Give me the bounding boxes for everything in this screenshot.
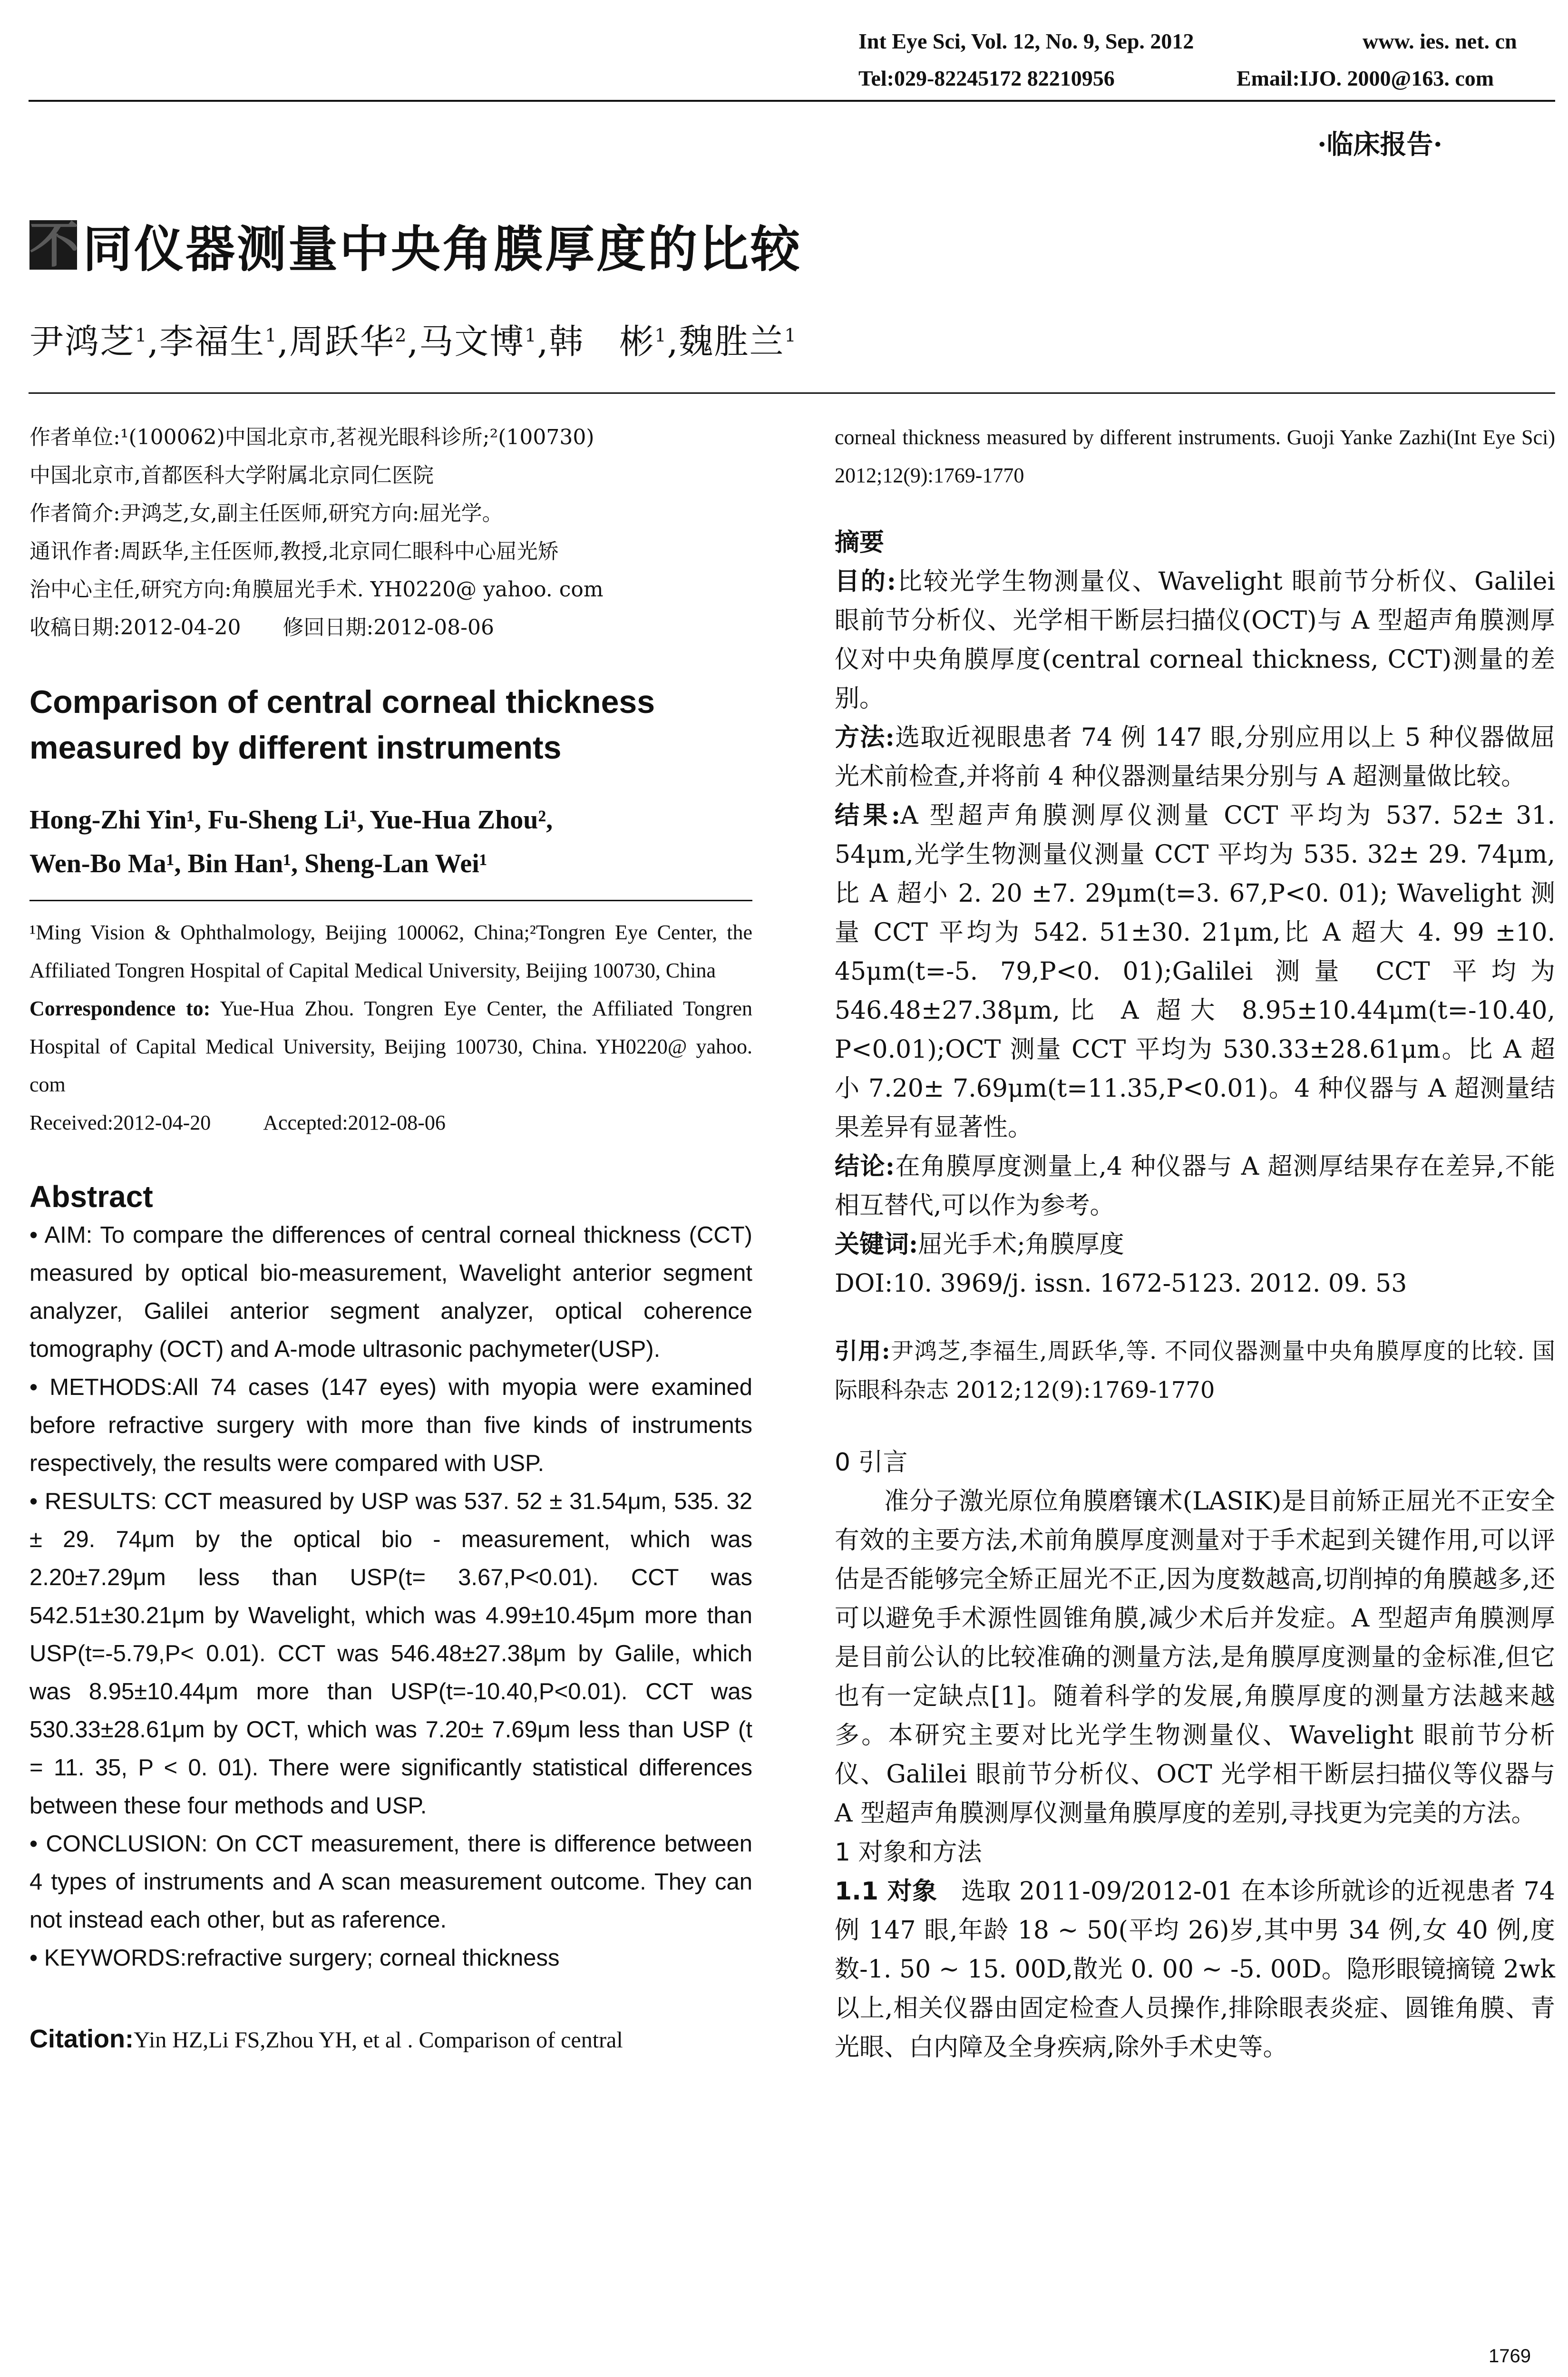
english-authors — [29, 798, 752, 886]
section-introduction-heading: 0 引言 — [835, 1448, 908, 1477]
info-line: 作者单位:¹(100062)中国北京市,茗视光眼科诊所;²(100730) — [29, 425, 594, 449]
info-line: 治中心主任,研究方向:角膜屈光手术. YH0220@ yahoo. com — [29, 577, 604, 602]
left-column — [29, 419, 752, 2059]
aim-text: 比较光学生物测量仪、Wavelight 眼前节分析仪、Galilei 眼前节分析仪、光学相干断层扫描仪(OCT)与 A 型超声角膜测厚仪对中央角膜厚度(central corneal thickness, CCT)测量的差别。 — [835, 567, 1555, 713]
journal-tel: Tel:029-82245172 82210956 — [858, 66, 1115, 90]
author-info — [29, 419, 752, 647]
abstract-cn-methods — [835, 718, 1555, 796]
chinese-citation-label: 引用: — [835, 1338, 890, 1364]
abstract-body — [29, 1216, 752, 1977]
methods-text: 选取近视眼患者 74 例 147 眼,分别应用以上 5 种仪器做屈光术前检查,并将前 4 种仪器测量结果分别与 A 超测量做比较。 — [835, 723, 1555, 791]
author-affiliation-mark: 1 — [784, 325, 797, 346]
author-affiliation-mark: 1 — [135, 325, 148, 346]
chinese-abstract — [835, 523, 1555, 1303]
citation-label: Citation: — [29, 2025, 134, 2053]
author-separator: , — [277, 321, 290, 361]
author-name: 韩 彬 — [549, 321, 655, 361]
author-separator: , — [537, 321, 549, 361]
abstract-aim: • AIM: To compare the differences of central corneal thickness (CCT) measured by optical bio-measurement, Wavelight anterior segment analyzer, Galilei anterior segment analyzer, optical coherence tomography (OCT) and A-mode ultrasonic pachymeter(USP). — [29, 1222, 752, 1362]
page-number: 1769 — [1489, 2346, 1531, 2367]
author-affiliation-mark: 1 — [265, 325, 278, 346]
subjects-text: 选取 2011-09/2012-01 在本诊所就诊的近视患者 74 例 147 眼,年龄 18 ~ 50(平均 26)岁,其中男 34 例,女 40 例,度数-1. 50 ~ 15. 00D,散光 0. 00 ~ -5. 00D。隐形眼镜摘镜 2wk 以上,相关仪器由固定检查人员操作,排除眼表炎症、圆锥角膜、青光眼、白内障及全身疾病,除外手术史等。 — [835, 1877, 1555, 2062]
author-affiliation-mark: 1 — [654, 325, 667, 346]
subjects-paragraph — [835, 1872, 1555, 2067]
chinese-citation-text: 尹鸿芝,李福生,周跃华,等. 不同仪器测量中央角膜厚度的比较. 国际眼科杂志 2012;12(9):1769-1770 — [835, 1338, 1555, 1403]
info-line: 通讯作者:周跃华,主任医师,教授,北京同仁眼科中心屈光矫 — [29, 539, 559, 564]
correspondence-label: Correspondence to: — [29, 997, 211, 1020]
results-text: A 型超声角膜测厚仪测量 CCT 平均为 537. 52± 31. 54μm,光学生物测量仪测量 CCT 平均为 535. 32± 29. 74μm,比 A 超小 2. 20 ±7. 29μm(t=3. 67,P<0. 01); Wavelight 测量 CCT 平均为 542. 51±30. 21μm,比 A 超大 4. 99 ±10. 45μm(t=-5. 79,P<0. 01);Galilei 测量 CCT 平均为 546.48±27.38μm,比 A 超大 8.95±10.44μm(t=-10.40, P<0.01);OCT 测量 CCT 平均为 530.33±28.61μm。比 A 超小 7.20± 7.69μm(t=11.35,P<0.01)。4 种仪器与 A 超测量结果差异有显著性。 — [835, 801, 1555, 1142]
info-line: 作者简介:尹鸿芝,女,副主任医师,研究方向:屈光学。 — [29, 501, 503, 526]
author-separator: , — [147, 321, 160, 361]
author-name: 尹鸿芝 — [29, 321, 136, 361]
results-label: 结果: — [835, 801, 901, 830]
accepted-date: Accepted:2012-08-06 — [263, 1111, 446, 1134]
article-title — [29, 209, 802, 281]
info-line: 收稿日期:2012-04-20 修回日期:2012-08-06 — [29, 615, 495, 640]
title-dropcap: 不 — [29, 215, 81, 274]
english-title-line: measured by different instruments — [29, 730, 562, 766]
doi: DOI:10. 3969/j. issn. 1672-5123. 2012. 09. 53 — [835, 1269, 1407, 1298]
abstract-cn-heading: 摘要 — [835, 528, 885, 557]
right-column — [835, 419, 1555, 2067]
abstract-results: • RESULTS: CCT measured by USP was 537. 52 ± 31.54μm, 535. 32 ± 29. 74μm by the optical bio - measurement, which was 2.20±7.29μm less than USP(t= 3.67,P<0.01). CCT was 542.51±30.21μm by Wavelight, which was 4.99±10.45μm more than USP(t=-5.79,P< 0.01). CCT was 546.48±27.38μm by Galile, which was 8.95±10.44μm more than USP(t=-10.40,P<0.01). CCT was 530.33±28.61μm by OCT, which was 7.20± 7.69μm less than USP (t = 11. 35, P < 0. 01). There were significantly statistical differences between these four methods and USP. — [29, 1489, 752, 1819]
abstract-cn-aim — [835, 562, 1555, 718]
author-name: 马文博 — [419, 321, 525, 361]
dates — [29, 1104, 752, 1142]
header-rule — [29, 100, 1555, 102]
english-title — [29, 679, 752, 770]
author-separator: , — [407, 321, 419, 361]
citation-text: Yin HZ,Li FS,Zhou YH, et al . Comparison of central — [133, 2027, 623, 2053]
section-tag: ·临床报告· — [1317, 129, 1442, 160]
author-name: 周跃华 — [289, 321, 395, 361]
chinese-citation — [835, 1332, 1555, 1410]
subjects-label: 1.1 对象 — [835, 1877, 937, 1906]
author-separator: , — [667, 321, 679, 361]
conclusion-label: 结论: — [835, 1152, 895, 1181]
keywords-label: 关键词: — [835, 1230, 918, 1259]
title-rule — [29, 392, 1555, 394]
abstract-heading: Abstract — [29, 1179, 153, 1214]
english-title-line: Comparison of central corneal thickness — [29, 684, 655, 720]
citation-continued: corneal thickness measured by different instruments. Guoji Yanke Zazhi(Int Eye Sci) 2012;12(9):1769-1770 — [835, 426, 1555, 487]
info-line: 中国北京市,首都医科大学附属北京同仁医院 — [29, 463, 434, 487]
journal-email: Email:IJO. 2000@163. com — [1237, 66, 1494, 90]
correspondence-text: Yue-Hua Zhou. Tongren Eye Center, the Affiliated Tongren Hospital of Capital Medical University, Beijing 100730, China. YH0220@ yahoo. com — [29, 997, 752, 1096]
received-date: Received:2012-04-20 — [29, 1111, 211, 1134]
aim-label: 目的: — [835, 567, 896, 596]
methods-label: 方法: — [835, 723, 895, 752]
correspondence — [29, 990, 752, 1104]
english-authors-line: Wen-Bo Ma¹, Bin Han¹, Sheng-Lan Wei¹ — [29, 849, 487, 878]
authors-chinese — [29, 314, 797, 363]
section-methods-heading: 1 对象和方法 — [835, 1838, 982, 1867]
citation — [29, 2020, 752, 2059]
title-text: 同仪器测量中央角膜厚度的比较 — [83, 220, 802, 278]
abstract-cn-keywords — [835, 1225, 1555, 1264]
introduction-text: 准分子激光原位角膜磨镶术(LASIK)是目前矫正屈光不正安全有效的主要方法,术前角膜厚度测量对于手术起到关键作用,可以评估是否能够完全矫正屈光不正,因为度数越高,切削掉的角膜越多,还可以避免手术源性圆锥角膜,减少术后并发症。A 型超声角膜测厚是目前公认的比较准确的测量方法,是角膜厚度测量的金标准,但它也有一定缺点[1]。随着科学的发展,角膜厚度的测量方法越来越多。本研究主要对比光学生物测量仪、Wavelight 眼前节分析仪、Galilei 眼前节分析仪、OCT 光学相干断层扫描仪等仪器与 A 型超声角膜测厚仪测量角膜厚度的差别,寻找更为完美的方法。 — [835, 1487, 1555, 1828]
author-name: 魏胜兰 — [679, 321, 785, 361]
journal-citation-header: Int Eye Sci, Vol. 12, No. 9, Sep. 2012 — [858, 29, 1194, 53]
keywords-text: 屈光手术;角膜厚度 — [918, 1230, 1124, 1259]
abstract-cn-results — [835, 796, 1555, 1147]
author-affiliation-mark: 1 — [525, 325, 537, 346]
abstract-methods: • METHODS:All 74 cases (147 eyes) with myopia were examined before refractive surgery with more than five kinds of instruments respectively, the results were compared with USP. — [29, 1374, 752, 1476]
abstract-conclusion: • CONCLUSION: On CCT measurement, there is difference between 4 types of instruments and A scan measurement outcome. They can not instead each other, but as raference. — [29, 1831, 752, 1933]
journal-url: www. ies. net. cn — [1363, 29, 1517, 53]
author-affiliation-mark: 2 — [395, 325, 408, 346]
abstract-keywords: • KEYWORDS:refractive surgery; corneal thickness — [29, 1945, 560, 1971]
affiliation: ¹Ming Vision & Ophthalmology, Beijing 100062, China;²Tongren Eye Center, the Affiliated Tongren Hospital of Capital Medical University, Beijing 100730, China — [29, 921, 752, 982]
english-authors-line: Hong-Zhi Yin¹, Fu-Sheng Li¹, Yue-Hua Zhou², — [29, 805, 553, 835]
abstract-cn-conclusion — [835, 1147, 1555, 1225]
authors-rule — [29, 900, 752, 901]
author-name: 李福生 — [159, 321, 265, 361]
conclusion-text: 在角膜厚度测量上,4 种仪器与 A 超测厚结果存在差异,不能相互替代,可以作为参考。 — [835, 1152, 1555, 1220]
